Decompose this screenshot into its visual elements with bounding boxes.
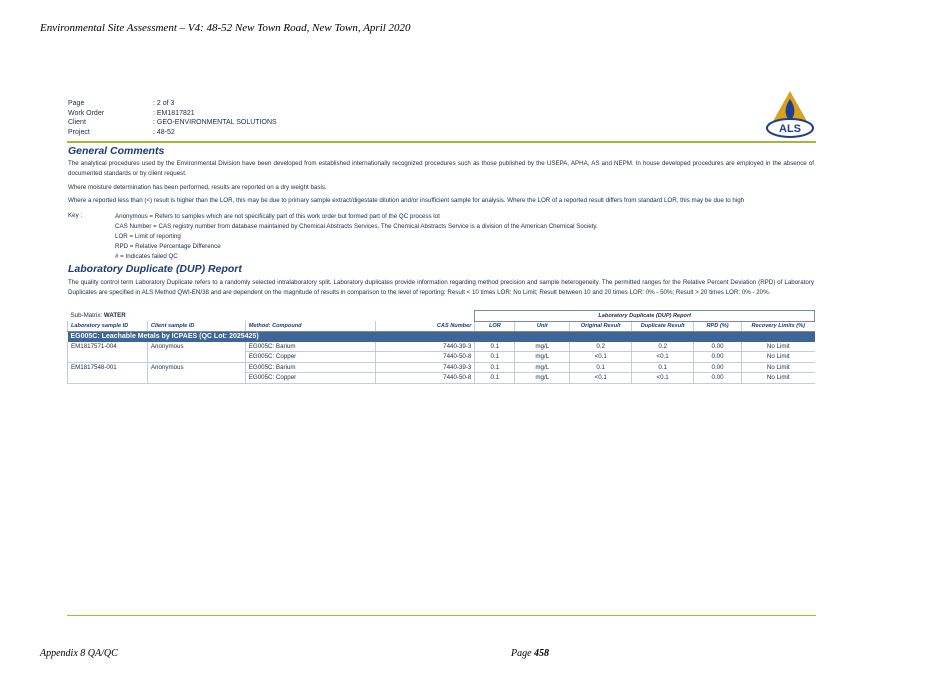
col-client-sample-id: Client sample ID	[147, 321, 245, 332]
cell-lab-id: EM1817571-004	[68, 342, 148, 352]
cell-rpd: 0.00	[694, 352, 742, 363]
meta-label: Work Order	[68, 109, 105, 117]
meta-value: : 48-52	[153, 128, 175, 136]
col-recovery-limits: Recovery Limits (%)	[742, 321, 815, 332]
cell-rpd: 0.00	[694, 342, 742, 352]
cell-cas: 7440-50-8	[375, 352, 475, 363]
footer-page	[511, 648, 549, 659]
footer-page-label: Page	[511, 648, 532, 659]
cell-compound: EG005C: Copper	[245, 352, 375, 363]
cell-lab-id	[68, 373, 148, 384]
meta-row-project	[68, 128, 277, 138]
cell-lor: 0.1	[475, 352, 515, 363]
lor-note: Where a reported less than (<) result is higher than the LOR, this may be due to primary sample extract/digestate dilution and/or insufficient sample for analysis. Where the LOR of a reported result differs from standard LOR, this may be due to high	[68, 197, 745, 204]
logo-text: ALS	[779, 123, 801, 135]
als-logo	[764, 89, 816, 139]
col-cas-number: CAS Number	[375, 321, 475, 332]
key-item: LOR = Limit of reporting	[115, 233, 181, 240]
cell-duplicate: <0.1	[632, 373, 694, 384]
footer-page-number: 458	[534, 648, 550, 659]
cell-original: 0.1	[570, 362, 632, 373]
dup-report-table	[67, 310, 815, 384]
cell-lor: 0.1	[475, 342, 515, 352]
submatrix	[68, 311, 246, 322]
cell-limits: No Limit	[742, 352, 815, 363]
submatrix-value: WATER	[103, 312, 126, 320]
group-header: Laboratory Duplicate (DUP) Report	[475, 311, 815, 322]
cell-lab-id: EM1817548-001	[68, 362, 148, 373]
cell-rpd: 0.00	[694, 362, 742, 373]
meta-row-work-order	[68, 109, 277, 119]
table-row	[68, 342, 815, 352]
meta-label: Project	[68, 128, 90, 136]
meta-row-page	[68, 99, 277, 109]
cell-compound: EG005C: Barium	[245, 342, 375, 352]
key-item: # = Indicates failed QC	[115, 253, 178, 260]
cell-unit: mg/L	[515, 342, 570, 352]
table-row	[68, 373, 815, 384]
col-method-compound: Method: Compound	[245, 321, 375, 332]
cell-cas: 7440-39-3	[375, 362, 475, 373]
general-comments-heading: General Comments	[68, 145, 165, 157]
cell-rpd: 0.00	[694, 373, 742, 384]
document-header: Environmental Site Assessment – V4: 48-52 New Town Road, New Town, April 2020	[40, 22, 411, 34]
cell-compound: EG005C: Barium	[245, 362, 375, 373]
cell-client-id	[147, 352, 245, 363]
col-unit: Unit	[515, 321, 570, 332]
dup-report-paragraph: The quality control term Laboratory Duplicate refers to a randomly selected intralaboratory split. Laboratory duplicates provide information regarding method precision and sample heterogeneity. The permitted ranges for the Relative Percent Deviation (RPD) of Laboratory Duplicates are specified in ALS Method QWI-EN/38 and are dependent on the magnitude of results in comparison to the level of reporting: Result < 10 times LOR: No Limit; Result between 10 and 20 times LOR: 0% - 50%; Result > 20 times LOR: 0% - 20%.	[68, 279, 814, 296]
report-meta	[68, 99, 277, 137]
cell-duplicate: <0.1	[632, 352, 694, 363]
dup-report-heading: Laboratory Duplicate (DUP) Report	[68, 263, 242, 275]
meta-value: : GEO-ENVIRONMENTAL SOLUTIONS	[153, 119, 277, 126]
cell-client-id: Anonymous	[147, 342, 245, 352]
key-label: Key :	[68, 212, 83, 219]
cell-lab-id	[68, 352, 148, 363]
key-list	[115, 212, 598, 262]
cell-original: 0.2	[570, 342, 632, 352]
cell-duplicate: 0.2	[632, 342, 694, 352]
meta-value: : 2 of 3	[153, 100, 175, 107]
cell-client-id	[147, 373, 245, 384]
cell-lor: 0.1	[475, 362, 515, 373]
moisture-note: Where moisture determination has been performed, results are reported on a dry weight basis.	[68, 184, 327, 191]
table-row	[68, 362, 815, 373]
cell-unit: mg/L	[515, 362, 570, 373]
cell-original: <0.1	[570, 373, 632, 384]
general-comments-paragraph: The analytical procedures used by the Environmental Division have been developed from established internationally recognized procedures such as those published by the USEPA, APHA, AS and NEPM. In house developed procedures are employed in the absence of documented standards or by client request.	[68, 160, 814, 177]
col-lab-sample-id: Laboratory sample ID	[68, 321, 148, 332]
key-item: CAS Number = CAS registry number from database maintained by Chemical Abstracts Services. The Chemical Abstracts Service is a division of the American Chemical Society.	[115, 223, 598, 230]
col-lor: LOR	[475, 321, 515, 332]
cell-lor: 0.1	[475, 373, 515, 384]
table-row	[68, 352, 815, 363]
cell-original: <0.1	[570, 352, 632, 363]
key-item: Anonymous = Refers to samples which are not specifically part of this work order but formed part of the QC process lot	[115, 213, 440, 220]
meta-label: Client	[68, 119, 86, 126]
col-duplicate-result: Duplicate Result	[632, 321, 694, 332]
meta-value: : EM1817821	[153, 109, 195, 117]
col-original-result: Original Result	[570, 321, 632, 332]
cell-client-id: Anonymous	[147, 362, 245, 373]
cell-limits: No Limit	[742, 342, 815, 352]
cell-limits: No Limit	[742, 362, 815, 373]
cell-cas: 7440-39-3	[375, 342, 475, 352]
cell-limits: No Limit	[742, 373, 815, 384]
footer-appendix: Appendix 8 QA/QC	[40, 648, 118, 659]
cell-duplicate: 0.1	[632, 362, 694, 373]
meta-label: Page	[68, 100, 85, 107]
submatrix-label: Sub-Matrix:	[70, 312, 103, 320]
qc-lot-band: EG005C: Leachable Metals by ICPAES (QC Lot: 2025425)	[68, 332, 815, 342]
cell-compound: EG005C: Copper	[245, 373, 375, 384]
header-rule	[67, 141, 816, 143]
col-rpd: RPD (%)	[694, 321, 742, 332]
cell-unit: mg/L	[515, 352, 570, 363]
meta-row-client	[68, 118, 277, 128]
cell-cas: 7440-50-8	[375, 373, 475, 384]
footer-rule	[67, 615, 816, 616]
cell-unit: mg/L	[515, 373, 570, 384]
key-item: RPD = Relative Percentage Difference	[115, 243, 221, 250]
